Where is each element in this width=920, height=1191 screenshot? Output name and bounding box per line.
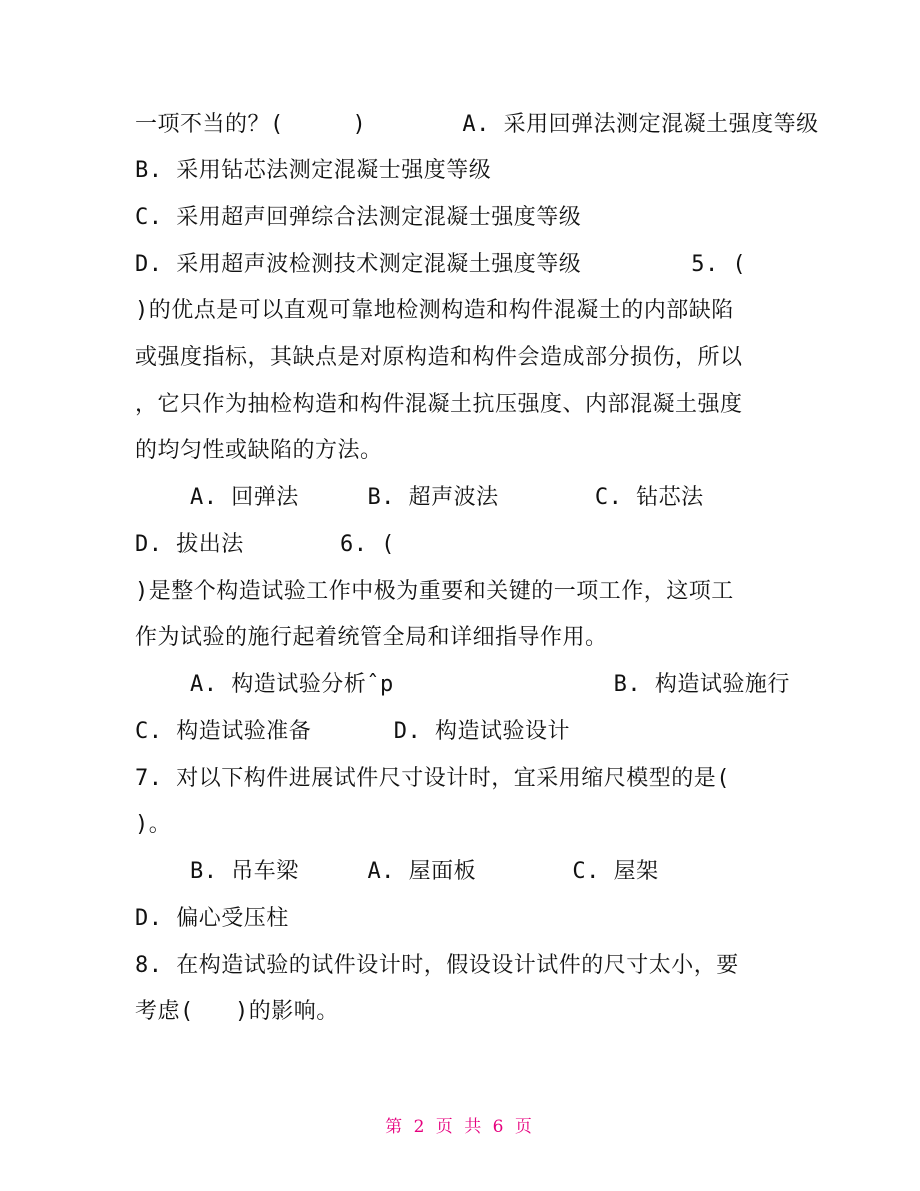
- text-line-10: D. 拔出法 6. (: [135, 532, 395, 557]
- page-footer: 第 2 页 共 6 页: [385, 1117, 535, 1137]
- text-line-3: C. 采用超声回弹综合法测定混凝士强度等级: [135, 205, 582, 230]
- text-line-15: 7. 对以下构件进展试件尺寸设计时，宜采用缩尺模型的是(: [135, 766, 730, 791]
- text-line-6: 或强度指标，其缺点是对原构造和构件会造成部分损伤，所以: [135, 345, 743, 370]
- text-line-17: B. 吊车梁 A. 屋面板 C. 屋架: [135, 859, 659, 884]
- text-line-4: D. 采用超声波检测技术测定混凝土强度等级 5. (: [135, 252, 747, 277]
- text-line-20: 考虑( )的影响。: [135, 999, 339, 1024]
- text-line-11: )是整个构造试验工作中极为重要和关键的一项工作，这项工: [135, 579, 734, 604]
- text-line-9: A. 回弹法 B. 超声波法 C. 钻芯法: [135, 485, 704, 510]
- text-line-2: B. 采用钻芯法测定混凝士强度等级: [135, 158, 492, 183]
- text-line-14: C. 构造试验准备 D. 构造试验设计: [135, 719, 570, 744]
- text-line-1: 一项不当的？( ) A. 采用回弹法测定混凝土强度等级: [135, 112, 819, 137]
- text-line-12: 作为试验的施行起着统管全局和详细指导作用。: [135, 625, 608, 650]
- text-line-16: )。: [135, 812, 172, 837]
- text-line-5: )的优点是可以直观可靠地检测构造和构件混凝土的内部缺陷: [135, 298, 734, 323]
- text-line-13: A. 构造试验分析ˆp B. 构造试验施行: [135, 672, 790, 697]
- text-line-19: 8. 在构造试验的试件设计时，假设设计试件的尺寸太小，要: [135, 953, 739, 978]
- text-line-7: ，它只作为抽检构造和构件混凝土抗压强度、内部混凝土强度: [135, 392, 743, 417]
- text-line-8: 的均匀性或缺陷的方法。: [135, 438, 383, 463]
- text-line-18: D. 偏心受压柱: [135, 906, 289, 931]
